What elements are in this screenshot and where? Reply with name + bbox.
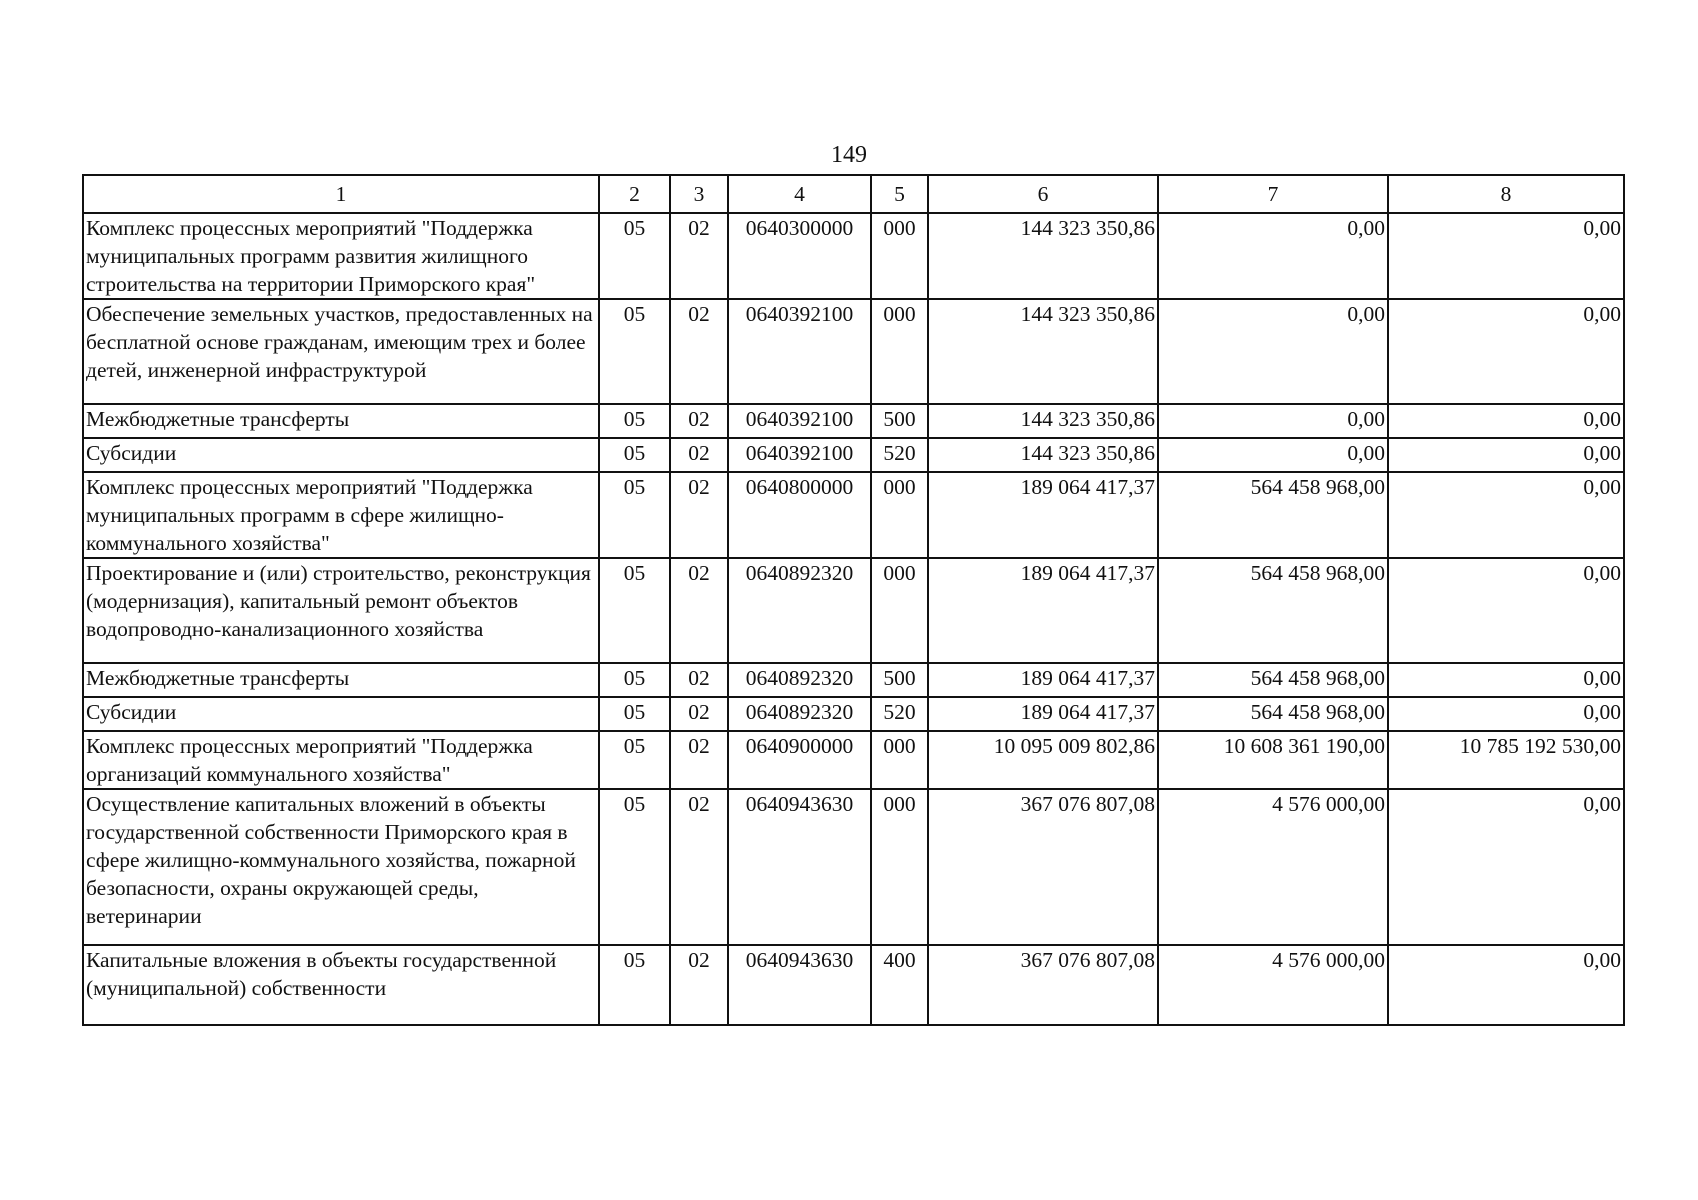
target-article-cell: 0640943630 <box>728 789 871 945</box>
amount-col-6-cell: 367 076 807,08 <box>928 945 1158 1025</box>
amount-col-8-cell: 10 785 192 530,00 <box>1388 731 1624 789</box>
target-article-cell: 0640392100 <box>728 299 871 404</box>
header-col-2: 2 <box>599 175 670 213</box>
subsection-code-cell: 02 <box>670 472 728 558</box>
amount-col-8-cell: 0,00 <box>1388 213 1624 299</box>
header-col-3: 3 <box>670 175 728 213</box>
row-name-cell: Субсидии <box>83 438 599 472</box>
amount-col-8-cell: 0,00 <box>1388 472 1624 558</box>
row-name-cell: Обеспечение земельных участков, предоставленных на бесплатной основе гражданам, имеющим трех и более детей, инженерной инфраструктурой <box>83 299 599 404</box>
row-name-cell: Комплекс процессных мероприятий "Поддержка муниципальных программ в сфере жилищно-коммунального хозяйства" <box>83 472 599 558</box>
subsection-code-cell: 02 <box>670 731 728 789</box>
amount-col-7-cell: 564 458 968,00 <box>1158 472 1388 558</box>
target-article-cell: 0640300000 <box>728 213 871 299</box>
table-row <box>83 404 1624 438</box>
target-article-cell: 0640892320 <box>728 697 871 731</box>
section-code-cell: 05 <box>599 438 670 472</box>
table-row <box>83 299 1624 404</box>
amount-col-7-cell: 564 458 968,00 <box>1158 558 1388 663</box>
table-row <box>83 663 1624 697</box>
expense-type-cell: 520 <box>871 697 928 731</box>
header-col-4: 4 <box>728 175 871 213</box>
amount-col-6-cell: 189 064 417,37 <box>928 472 1158 558</box>
amount-col-7-cell: 10 608 361 190,00 <box>1158 731 1388 789</box>
expense-type-cell: 000 <box>871 299 928 404</box>
amount-col-6-cell: 189 064 417,37 <box>928 697 1158 731</box>
row-name-cell: Субсидии <box>83 697 599 731</box>
row-name-cell: Проектирование и (или) строительство, реконструкция (модернизация), капитальный ремонт объектов водопроводно-канализационного хозяйства <box>83 558 599 663</box>
amount-col-8-cell: 0,00 <box>1388 558 1624 663</box>
subsection-code-cell: 02 <box>670 663 728 697</box>
table-row <box>83 558 1624 663</box>
subsection-code-cell: 02 <box>670 404 728 438</box>
expense-type-cell: 000 <box>871 731 928 789</box>
amount-col-6-cell: 367 076 807,08 <box>928 789 1158 945</box>
table-row <box>83 945 1624 1025</box>
amount-col-6-cell: 189 064 417,37 <box>928 663 1158 697</box>
expense-type-cell: 000 <box>871 558 928 663</box>
table-row <box>83 731 1624 789</box>
section-code-cell: 05 <box>599 945 670 1025</box>
section-code-cell: 05 <box>599 663 670 697</box>
subsection-code-cell: 02 <box>670 438 728 472</box>
table-row <box>83 789 1624 945</box>
amount-col-7-cell: 4 576 000,00 <box>1158 789 1388 945</box>
amount-col-7-cell: 0,00 <box>1158 299 1388 404</box>
target-article-cell: 0640943630 <box>728 945 871 1025</box>
row-name-cell: Межбюджетные трансферты <box>83 663 599 697</box>
amount-col-8-cell: 0,00 <box>1388 438 1624 472</box>
table-row <box>83 697 1624 731</box>
expense-type-cell: 000 <box>871 472 928 558</box>
amount-col-7-cell: 564 458 968,00 <box>1158 663 1388 697</box>
expense-type-cell: 000 <box>871 789 928 945</box>
header-row <box>83 175 1624 213</box>
budget-table <box>82 174 1625 1026</box>
row-name-cell: Капитальные вложения в объекты государственной (муниципальной) собственности <box>83 945 599 1025</box>
subsection-code-cell: 02 <box>670 213 728 299</box>
amount-col-8-cell: 0,00 <box>1388 945 1624 1025</box>
table-header <box>83 175 1624 213</box>
amount-col-8-cell: 0,00 <box>1388 789 1624 945</box>
header-col-8: 8 <box>1388 175 1624 213</box>
table-body <box>83 213 1624 1025</box>
table-row <box>83 438 1624 472</box>
amount-col-7-cell: 0,00 <box>1158 404 1388 438</box>
target-article-cell: 0640892320 <box>728 558 871 663</box>
table-row <box>83 213 1624 299</box>
subsection-code-cell: 02 <box>670 299 728 404</box>
header-col-6: 6 <box>928 175 1158 213</box>
amount-col-8-cell: 0,00 <box>1388 697 1624 731</box>
row-name-cell: Комплекс процессных мероприятий "Поддержка муниципальных программ развития жилищного строительства на территории Приморского края" <box>83 213 599 299</box>
section-code-cell: 05 <box>599 558 670 663</box>
header-col-1: 1 <box>83 175 599 213</box>
expense-type-cell: 520 <box>871 438 928 472</box>
subsection-code-cell: 02 <box>670 789 728 945</box>
row-name-cell: Осуществление капитальных вложений в объекты государственной собственности Приморского края в сфере жилищно-коммунального хозяйства, пожарной безопасности, охраны окружающей среды, ветеринарии <box>83 789 599 945</box>
amount-col-8-cell: 0,00 <box>1388 663 1624 697</box>
amount-col-6-cell: 189 064 417,37 <box>928 558 1158 663</box>
target-article-cell: 0640392100 <box>728 404 871 438</box>
section-code-cell: 05 <box>599 472 670 558</box>
header-col-7: 7 <box>1158 175 1388 213</box>
amount-col-6-cell: 10 095 009 802,86 <box>928 731 1158 789</box>
section-code-cell: 05 <box>599 213 670 299</box>
amount-col-7-cell: 564 458 968,00 <box>1158 697 1388 731</box>
section-code-cell: 05 <box>599 404 670 438</box>
target-article-cell: 0640800000 <box>728 472 871 558</box>
header-col-5: 5 <box>871 175 928 213</box>
amount-col-7-cell: 0,00 <box>1158 213 1388 299</box>
amount-col-7-cell: 4 576 000,00 <box>1158 945 1388 1025</box>
section-code-cell: 05 <box>599 789 670 945</box>
amount-col-6-cell: 144 323 350,86 <box>928 213 1158 299</box>
page-number: 149 <box>831 142 867 168</box>
amount-col-6-cell: 144 323 350,86 <box>928 438 1158 472</box>
subsection-code-cell: 02 <box>670 697 728 731</box>
expense-type-cell: 400 <box>871 945 928 1025</box>
expense-type-cell: 500 <box>871 663 928 697</box>
subsection-code-cell: 02 <box>670 558 728 663</box>
target-article-cell: 0640892320 <box>728 663 871 697</box>
amount-col-6-cell: 144 323 350,86 <box>928 299 1158 404</box>
subsection-code-cell: 02 <box>670 945 728 1025</box>
target-article-cell: 0640900000 <box>728 731 871 789</box>
section-code-cell: 05 <box>599 299 670 404</box>
row-name-cell: Межбюджетные трансферты <box>83 404 599 438</box>
amount-col-7-cell: 0,00 <box>1158 438 1388 472</box>
expense-type-cell: 000 <box>871 213 928 299</box>
target-article-cell: 0640392100 <box>728 438 871 472</box>
amount-col-6-cell: 144 323 350,86 <box>928 404 1158 438</box>
section-code-cell: 05 <box>599 697 670 731</box>
section-code-cell: 05 <box>599 731 670 789</box>
amount-col-8-cell: 0,00 <box>1388 299 1624 404</box>
expense-type-cell: 500 <box>871 404 928 438</box>
amount-col-8-cell: 0,00 <box>1388 404 1624 438</box>
row-name-cell: Комплекс процессных мероприятий "Поддержка организаций коммунального хозяйства" <box>83 731 599 789</box>
table-row <box>83 472 1624 558</box>
